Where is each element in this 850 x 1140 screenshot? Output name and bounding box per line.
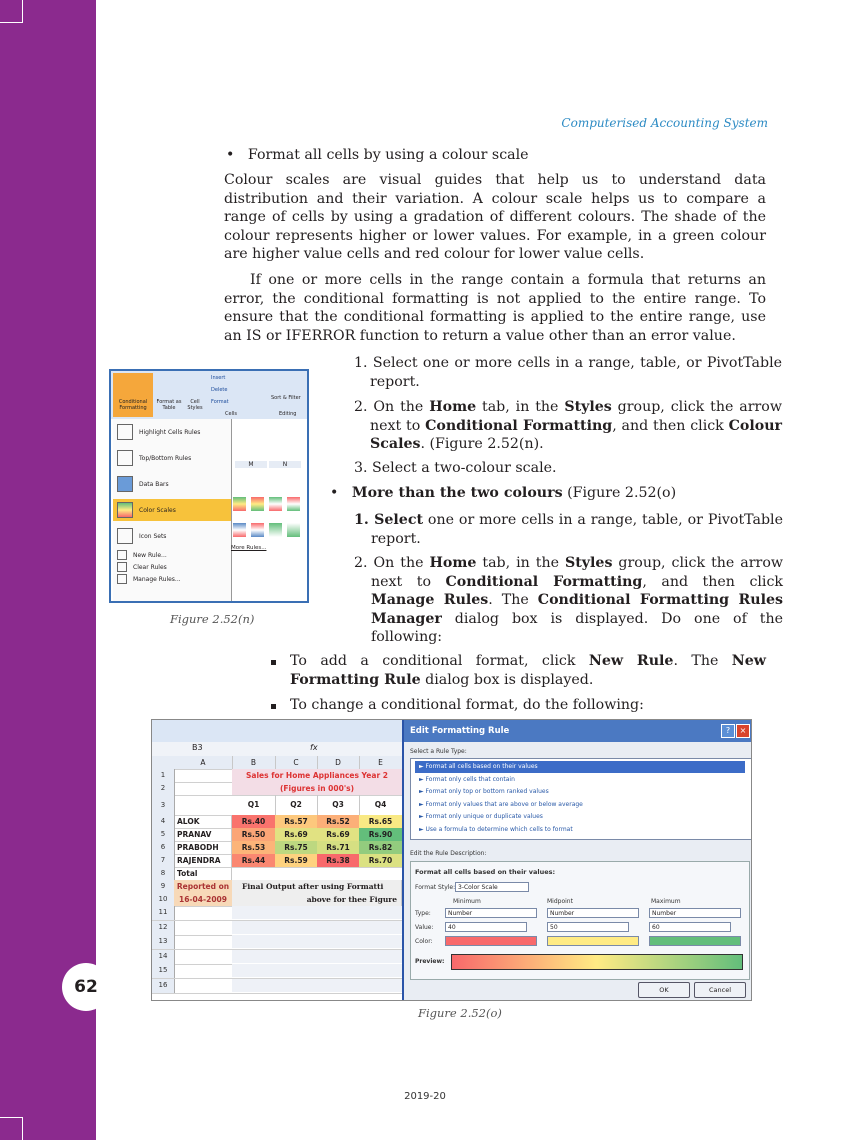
- rule-type-label: Format only cells that contain: [425, 775, 515, 783]
- color-scale-option[interactable]: [287, 497, 300, 511]
- value-cell[interactable]: Rs.90: [359, 828, 403, 841]
- format-style-label: Format Style:: [415, 884, 456, 891]
- midpoint-type-select[interactable]: Number: [547, 908, 639, 918]
- quarter-header: Q1: [232, 795, 276, 815]
- icon-sets-icon: [117, 528, 133, 544]
- t: , and then click: [612, 417, 729, 434]
- square-bullet: [271, 660, 276, 665]
- value-cell[interactable]: Rs.75: [275, 841, 318, 854]
- t: tab, in the: [476, 399, 565, 415]
- name-cell[interactable]: RAJENDRA: [174, 854, 232, 867]
- column-header[interactable]: D: [317, 756, 360, 769]
- highlight-icon: [117, 424, 133, 440]
- conditional-formatting-button[interactable]: [113, 373, 153, 417]
- t: 1. Select: [354, 512, 424, 528]
- column-header[interactable]: A: [174, 756, 233, 769]
- t: (Figure 2.52(o): [562, 485, 677, 501]
- row-number: 6: [152, 841, 175, 854]
- t: Home: [429, 555, 477, 571]
- t: Styles: [564, 555, 613, 571]
- t: 2. On the: [354, 399, 430, 415]
- value-cell[interactable]: Rs.50: [232, 828, 276, 841]
- rule-type-label: Format only unique or duplicate values: [425, 813, 543, 820]
- t: Top/Bottom Rules: [139, 454, 192, 462]
- t: Cell Styles: [187, 399, 203, 411]
- row-number: 16: [152, 979, 175, 993]
- empty-cell[interactable]: [232, 979, 403, 992]
- figure-caption: Figure 2.52(o): [418, 1006, 502, 1020]
- t: group, click the arrow next to: [371, 555, 783, 590]
- rule-description-panel: [410, 861, 750, 980]
- table-row: [152, 854, 402, 868]
- empty-cell[interactable]: [232, 950, 403, 963]
- t: . (Figure 2.52(n).: [420, 436, 544, 452]
- color-scale-option[interactable]: [287, 523, 300, 537]
- preview-gradient: [451, 954, 743, 970]
- edit-formatting-rule-dialog: [402, 720, 752, 1000]
- value-cell[interactable]: Rs.40: [232, 815, 276, 828]
- t: one or more cells in a range, table, or PivotTable report.: [371, 512, 783, 547]
- sub-bullet: [290, 652, 766, 689]
- row-number: 13: [152, 935, 175, 949]
- t: group, click the arrow next to: [370, 399, 782, 434]
- triangle-right-icon: ►: [419, 825, 426, 833]
- rule-type-option[interactable]: [415, 811, 745, 823]
- minimum-type-select[interactable]: Number: [445, 908, 537, 918]
- value-cell[interactable]: Rs.53: [232, 841, 276, 854]
- footer-year: 2019-20: [404, 1091, 446, 1102]
- rule-type-option[interactable]: [415, 799, 745, 811]
- midpoint-label: Midpoint: [547, 898, 573, 905]
- sheet-subtitle: (Figures in 000's): [232, 782, 403, 795]
- name-cell[interactable]: ALOK: [174, 815, 232, 828]
- section-bullet: • Format all cells by using a colour scale: [226, 147, 529, 163]
- t: Highlight Cells Rules: [139, 428, 201, 436]
- table-row: [152, 815, 402, 829]
- table-row: [152, 867, 402, 881]
- crop-mark: [0, 0, 23, 23]
- column-header[interactable]: B: [232, 756, 276, 769]
- midpoint-color-picker[interactable]: [547, 936, 639, 946]
- table-row: [152, 782, 402, 796]
- t: Manage Rules...: [133, 575, 181, 583]
- empty-cell[interactable]: [232, 964, 403, 977]
- format-style-select[interactable]: 3-Color Scale: [455, 882, 529, 892]
- minimum-label: Minimum: [453, 898, 481, 905]
- ribbon: [111, 371, 307, 419]
- table-row: [152, 893, 402, 907]
- triangle-right-icon: ►: [419, 763, 426, 770]
- rule-type-label: Format only top or bottom ranked values: [425, 788, 549, 795]
- help-icon[interactable]: ?: [721, 724, 735, 738]
- bullet-2: • More than the two colours (Figure 2.52(o): [330, 485, 677, 501]
- maximum-value-input[interactable]: 60: [649, 922, 731, 932]
- row-number: 4: [152, 815, 175, 828]
- cells-group-label: Cells: [225, 411, 237, 417]
- row-number: 14: [152, 950, 175, 964]
- paragraph: If one or more cells in the range contain a formula that returns an error, the conditional formatting is not applied to the entire range. To ensure that the conditional formatting is applied to the entire range, use an IS or IFERROR function to return a value other than an error value.: [224, 272, 766, 344]
- quarter-header: Q3: [317, 795, 360, 815]
- rule-type-option[interactable]: [415, 786, 745, 798]
- t: New Rule...: [133, 551, 167, 559]
- value-cell[interactable]: Rs.59: [275, 854, 318, 867]
- table-row: [152, 979, 402, 994]
- final-output-note: above for thee Figure: [232, 893, 402, 906]
- clear-rules-icon: [117, 562, 127, 572]
- crop-mark: [0, 1117, 23, 1140]
- step: 3. Select a two-colour scale.: [354, 460, 557, 476]
- t: . The: [488, 592, 538, 608]
- value-cell[interactable]: Rs.52: [317, 815, 360, 828]
- row-number: 8: [152, 867, 175, 880]
- column-header-m: M: [235, 461, 267, 468]
- menu-item-clear-rules[interactable]: [113, 561, 231, 573]
- rule-type-option[interactable]: [415, 824, 745, 836]
- maximum-type-select[interactable]: Number: [649, 908, 741, 918]
- minimum-color-picker[interactable]: [445, 936, 537, 946]
- page-number: 62: [62, 963, 110, 1011]
- ok-button[interactable]: OK: [638, 982, 690, 998]
- t: Colour Scales: [370, 417, 783, 452]
- rule-type-option[interactable]: [415, 761, 745, 773]
- rule-type-list: [410, 758, 752, 840]
- value-cell[interactable]: Rs.82: [359, 841, 403, 854]
- value-cell[interactable]: Rs.70: [359, 854, 403, 867]
- step: [354, 511, 783, 548]
- table-row: [152, 964, 402, 979]
- t: dialog box is displayed. Do one of the following:: [371, 610, 783, 645]
- name-cell[interactable]: PRABODH: [174, 841, 232, 854]
- conditional-formatting-menu: [113, 419, 232, 601]
- t: Clear Rules: [133, 563, 167, 571]
- step: [354, 398, 782, 454]
- cancel-button[interactable]: Cancel: [694, 982, 746, 998]
- rule-type-option[interactable]: [415, 774, 745, 786]
- t: Home: [429, 399, 477, 415]
- figure-caption: Figure 2.52(n): [170, 612, 255, 626]
- table-row: [152, 935, 402, 950]
- section-bullet-text: Format all cells by using a colour scale: [247, 147, 529, 163]
- row-number: 10: [152, 893, 175, 906]
- rule-type-label: Format all cells based on their values: [425, 763, 538, 770]
- row-number: 12: [152, 921, 175, 935]
- t: 2. On the: [354, 555, 430, 571]
- menu-item-top-bottom-rules[interactable]: [113, 447, 231, 469]
- t: New Formatting Rule: [290, 653, 766, 688]
- t: More than the two colours: [351, 485, 563, 501]
- row-number: 9: [152, 880, 175, 893]
- column-header-n: N: [269, 461, 301, 468]
- row-number: 5: [152, 828, 175, 841]
- menu-item-data-bars[interactable]: [113, 473, 231, 495]
- t: Color Scales: [139, 506, 176, 514]
- description-heading: Format all cells based on their values:: [415, 868, 556, 876]
- row-number: 11: [152, 906, 175, 920]
- formula-bar: [152, 742, 402, 757]
- figure-o-screenshot: [151, 719, 752, 1001]
- sub-bullet: To change a conditional format, do the following:: [290, 697, 644, 713]
- preview-label: Preview:: [415, 958, 445, 965]
- table-row: [152, 795, 402, 816]
- step: [354, 554, 783, 647]
- t: To add a conditional format, click: [290, 653, 589, 669]
- data-bars-icon: [117, 476, 133, 492]
- paragraph: Colour scales are visual guides that help us to understand data distribution and their variation. A colour scale helps us to compare a range of cells by using a gradation of different colours. The shade of the colour represents higher or lower values. For example, in a green colour are higher value cells and red colour for lower value cells.: [224, 172, 766, 262]
- column-header[interactable]: C: [275, 756, 318, 769]
- row-number: 15: [152, 964, 175, 978]
- t: Icon Sets: [139, 532, 167, 540]
- t: Conditional Formatting Rules Manager: [371, 592, 783, 627]
- column-header-row: [152, 756, 402, 770]
- t: New Rule: [588, 653, 674, 669]
- midpoint-value-input[interactable]: 50: [547, 922, 629, 932]
- reported-on-cell: Reported on: [174, 880, 233, 893]
- t: , and then click: [642, 573, 784, 590]
- t: Styles: [564, 399, 612, 415]
- empty-cell[interactable]: [232, 935, 403, 948]
- manage-rules-icon: [117, 574, 127, 584]
- t: . The: [673, 653, 732, 669]
- close-icon[interactable]: ×: [736, 724, 750, 738]
- quarter-header: Q2: [275, 795, 318, 815]
- total-cell: Total: [174, 867, 232, 880]
- delete-button[interactable]: Delete: [211, 387, 228, 393]
- color-scale-option[interactable]: [251, 497, 264, 511]
- table-row: [152, 828, 402, 842]
- t: Format as Table: [156, 399, 182, 411]
- menu-item-icon-sets[interactable]: [113, 525, 231, 547]
- new-rule-icon: [117, 550, 127, 560]
- row-number: 3: [152, 795, 175, 815]
- column-header[interactable]: E: [359, 756, 403, 769]
- more-rules-link[interactable]: More Rules...: [231, 545, 267, 551]
- square-bullet: [271, 704, 276, 709]
- table-row: [152, 769, 402, 783]
- row-number: 1: [152, 769, 175, 782]
- menu-item-color-scales[interactable]: [113, 499, 231, 521]
- t: Manage Rules: [371, 592, 489, 608]
- color-scale-option[interactable]: [233, 523, 246, 537]
- fx-icon: fx: [310, 743, 318, 752]
- cell-styles-button[interactable]: [183, 373, 207, 417]
- table-row: [152, 921, 402, 936]
- value-cell[interactable]: Rs.71: [317, 841, 360, 854]
- t: Conditional Formatting: [425, 417, 613, 434]
- t: tab, in the: [476, 555, 565, 571]
- empty-cell[interactable]: [232, 906, 403, 919]
- top-bottom-icon: [117, 450, 133, 466]
- dialog-title: Edit Formatting Rule: [404, 720, 752, 742]
- value-label: Value:: [415, 924, 434, 931]
- name-box[interactable]: B3: [192, 743, 203, 752]
- value-cell[interactable]: Rs.65: [359, 815, 403, 828]
- color-label: Color:: [415, 938, 433, 945]
- running-head: Computerised Accounting System: [561, 116, 768, 130]
- step: 1. Select one or more cells in a range, table, or PivotTable report.: [354, 355, 782, 390]
- value-cell[interactable]: Rs.69: [275, 828, 318, 841]
- row-number: 7: [152, 854, 175, 867]
- table-row: [152, 880, 402, 894]
- triangle-right-icon: ►: [419, 775, 426, 783]
- value-cell[interactable]: Rs.57: [275, 815, 318, 828]
- table-row: [152, 906, 402, 921]
- figure-n-screenshot: [109, 369, 309, 603]
- select-rule-type-label: Select a Rule Type:: [410, 748, 467, 755]
- t: Data Bars: [139, 480, 169, 488]
- quarter-header: Q4: [359, 795, 403, 815]
- value-cell[interactable]: Rs.38: [317, 854, 360, 867]
- insert-button[interactable]: Insert: [211, 375, 226, 381]
- menu-item-new-rule[interactable]: [113, 549, 231, 561]
- color-scale-option[interactable]: [251, 523, 264, 537]
- t: dialog box is displayed.: [420, 671, 594, 688]
- table-row: [152, 841, 402, 855]
- rule-type-label: Format only values that are above or below average: [425, 800, 583, 808]
- value-cell[interactable]: Rs.44: [232, 854, 276, 867]
- row-number: 2: [152, 782, 175, 795]
- maximum-label: Maximum: [651, 898, 681, 905]
- format-as-table-button[interactable]: [155, 373, 183, 417]
- minimum-value-input[interactable]: 40: [445, 922, 527, 932]
- triangle-right-icon: ►: [419, 813, 426, 820]
- name-cell[interactable]: PRANAV: [174, 828, 232, 841]
- t: Conditional Formatting: [118, 399, 148, 411]
- editing-group-label: Editing: [279, 411, 297, 417]
- empty-cell[interactable]: [232, 921, 403, 934]
- report-date-cell: 16-04-2009: [174, 893, 233, 906]
- triangle-right-icon: ►: [419, 788, 426, 795]
- color-scale-option[interactable]: [233, 497, 246, 511]
- color-scales-icon: [117, 502, 133, 518]
- final-output-note: Final Output after using Formatti: [232, 880, 402, 893]
- table-row: [152, 950, 402, 965]
- menu-item-highlight-cells-rules[interactable]: [113, 421, 231, 443]
- value-cell[interactable]: Rs.69: [317, 828, 360, 841]
- color-scale-option[interactable]: [269, 523, 282, 537]
- sort-filter-button[interactable]: Sort & Filter: [271, 395, 301, 401]
- format-button[interactable]: Format: [211, 399, 229, 405]
- maximum-color-picker[interactable]: [649, 936, 741, 946]
- menu-item-manage-rules[interactable]: [113, 573, 231, 585]
- color-scale-option[interactable]: [269, 497, 282, 511]
- t: Conditional Formatting: [445, 573, 643, 590]
- excel-quick-access-toolbar: [152, 720, 402, 743]
- triangle-right-icon: ►: [419, 800, 426, 808]
- sheet-title: Sales for Home Appliances Year 2: [232, 769, 403, 782]
- type-label: Type:: [415, 910, 431, 917]
- edit-rule-description-label: Edit the Rule Description:: [410, 850, 487, 857]
- rule-type-label: Use a formula to determine which cells to format: [425, 825, 573, 833]
